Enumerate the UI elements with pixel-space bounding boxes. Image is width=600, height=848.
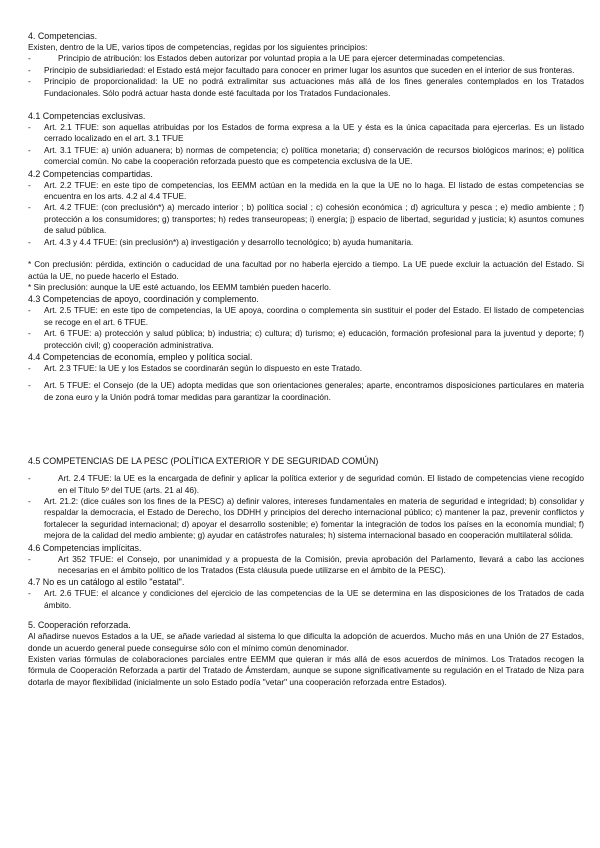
section-economia [28, 351, 584, 403]
section-catalogo [28, 576, 584, 611]
section-implicitas [28, 542, 584, 577]
section-exclusivas [28, 110, 584, 168]
list-item [28, 122, 584, 145]
list-item [28, 588, 584, 611]
section-title: 4.3 Competencias de apoyo, coordinación y complemento. [28, 294, 259, 305]
list-item-text: Art. 2.5 TFUE: en este tipo de competencias, la UE apoya, coordina o complementa sin sustituir el poder del Estado. El listado de competencias se recoge en el art. 6 TFUE. [44, 305, 584, 327]
list-item [28, 473, 584, 496]
list-item-text: Art. 2.1 TFUE: son aquellas atribuidas por los Estados de forma expresa a la UE y ésta es la única capacitada para ejercerlas. Es un listado cerrado localizado en el art. 3.1 TFUE [44, 122, 584, 144]
list-item-text: Principio de atribución: los Estados deben autorizar por voluntad propia a la UE para ejercer determinadas competencias. [58, 53, 505, 64]
section-title: 4.2 Competencias compartidas. [28, 168, 153, 179]
section-intro: Existen, dentro de la UE, varios tipos de competencias, regidas por los siguientes principios: [28, 42, 368, 52]
section-title: 4.5 COMPETENCIAS DE LA PESC (POLÍTICA EXTERIOR Y DE SEGURIDAD COMÚN) [28, 456, 379, 467]
list-item-text: Art. 5 TFUE: el Consejo (de la UE) adopta medidas que son orientaciones generales; aparte, encontramos disposiciones particulares en materia de zona euro y la Unión podrá tomar medidas para garantizar la coordinación. [44, 380, 584, 402]
list-item-text: Art. 21.2: (dice cuáles son los fines de la PESC) a) definir valores, intereses fundamentales en materia de seguridad e integridad; b) consolidar y respaldar la democracia, el Estado de Derecho, los DDHH y principios del derecho internacional público; c) mantener la paz, prevenir conflictos y fortalecer la seguridad internacional; d) apoyar el desarrollo sostenible; e) fomentar la integración de todos los países en la economía mundial; f) mejora de la calidad del medio ambiente; g) ayudar en catástrofes naturales; h) sistema internacional basado en cooperación multilateral sólida. [44, 495, 584, 541]
bullet-dash: - [28, 76, 31, 87]
note-sin-preclusion: * Sin preclusión: aunque la UE esté actuando, los EEMM también pueden hacerlo. [28, 281, 332, 292]
footnotes [28, 259, 584, 293]
list-item-text: Art. 6 TFUE: a) protección y salud pública; b) industria; c) cultura; d) turismo; e) educación, formación profesional para la juventud y deporte; f) protección civil; g) cooperación administrativa. [44, 328, 584, 350]
section-title: 4.1 Competencias exclusivas. [28, 111, 146, 122]
bullet-dash: - [28, 122, 31, 133]
list-item [28, 380, 584, 403]
list-item-text: Art. 2.3 TFUE: la UE y los Estados se coordinarán según lo dispuesto en este Tratado. [44, 362, 363, 373]
paragraph: Al añadirse nuevos Estados a la UE, se añade variedad al sistema lo que dificulta la adopción de acuerdos. Mucho más en una Unión de 27 Estados, donde un acuerdo general puede conseguirse sólo con el mínimo común denominador. [28, 631, 584, 653]
list-item [28, 363, 584, 374]
list-item-text: Art. 3.1 TFUE: a) unión aduanera; b) normas de competencia; c) política monetaria; d) conservación de recursos biológicos marinos; e) política comercial común. No cabe la cooperación reforzada puesto que es competencia exclusiva de la UE. [44, 144, 584, 167]
list-item-text: Art. 2.2 TFUE: en este tipo de competencias, los EEMM actúan en la medida en la que la UE no lo haga. El listado de estas competencias se encuentra en los arts. 4.2 al 4.4 TFUE. [44, 179, 584, 202]
list-item [28, 305, 584, 328]
list-item [28, 554, 584, 577]
bullet-dash: - [28, 380, 31, 391]
bullet-dash: - [28, 64, 31, 75]
bullet-dash: - [28, 495, 31, 506]
section-compartidas [28, 168, 584, 248]
list-item-text: Art. 2.6 TFUE: el alcance y condiciones del ejercicio de las competencias de la UE se determina en las disposiciones de los Tratados de cada ámbito. [44, 588, 584, 610]
list-item-text: Art. 4.3 y 4.4 TFUE: (sin preclusión*) a) investigación y desarrollo tecnológico; b) ayuda humanitaria. [44, 236, 414, 247]
list-item [28, 65, 584, 76]
list-item [28, 496, 584, 542]
document-page [28, 30, 584, 688]
bullet-dash: - [28, 362, 31, 373]
section-title: 4.6 Competencias implícitas. [28, 542, 142, 553]
list-item-text: Art 352 TFUE: el Consejo, por unanimidad y a propuesta de la Comisión, previa aprobación del Parlamento, llevará a cabo las acciones necesarias en el ámbito político de los Tratados (Esta cláusula puede utilizarse en el ámbito de la PESC). [58, 553, 584, 575]
list-item-text: Art. 4.2 TFUE: (con preclusión*) a) mercado interior ; b) política social ; c) cohesión económica ; d) agricultura y pesca ; e) medio ambiente ; f) protección a los consumidores; g) transportes; h) redes transeuropeas; i) energía; j) espacio de libertad, seguridad y justicia; k) asuntos comunes de salud pública. [44, 202, 584, 236]
bullet-dash: - [28, 473, 31, 484]
note-con-preclusion: * Con preclusión: pérdida, extinción o caducidad de una facultad por no haberla ejercido a tiempo. La UE puede excluir la actuación del Estado. Si actúa la UE, no puede hacerlo el Estado. [28, 259, 584, 281]
bullet-dash: - [28, 236, 31, 247]
list-item [28, 202, 584, 236]
section-pesc [28, 455, 584, 541]
section-title: 4.4 Competencias de economía, empleo y política social. [28, 351, 253, 362]
list-item-text: Principio de proporcionalidad: la UE no podrá extralimitar sus actuaciones más allá de los fines generales contemplados en los Tratados Fundacionales. Sólo podrá actuar hasta donde esté facultada por los Tratados Fundacionales. [44, 76, 584, 98]
list-item [28, 76, 584, 99]
bullet-dash: - [28, 328, 31, 339]
list-item [28, 53, 584, 64]
bullet-dash: - [28, 553, 31, 564]
bullet-dash: - [28, 144, 31, 155]
list-item-text: Principio de subsidiariedad: el Estado está mejor facultado para conocer en primer lugar los asuntos que suceden en el interior de sus fronteras. [44, 64, 575, 75]
paragraph: Existen varias fórmulas de colaboraciones parciales entre EEMM que quieran ir más allá de esos acuerdos de mínimos. Los Tratados recogen la fórmula de Cooperación Reforzada a partir del Tratado de Ámsterdam, aunque se supone significativamente su regulación en el Tratado de Niza para dotarla de mayor flexibilidad (inicialmente un solo Estado podía "vetar" una cooperación reforzada entre Estados). [28, 654, 584, 687]
bullet-dash: - [28, 202, 31, 213]
bullet-dash: - [28, 53, 31, 64]
list-item [28, 180, 584, 203]
list-item [28, 237, 584, 248]
bullet-dash: - [28, 179, 31, 190]
section-title: 5. Cooperación reforzada. [28, 620, 131, 631]
section-competencias [28, 30, 584, 99]
section-title: 4. Competencias. [28, 31, 98, 41]
list-item-text: Art. 2.4 TFUE: la UE es la encargada de definir y aplicar la política exterior y de seguridad común. El listado de competencias viene recogido en el Título 5º del TUE (arts. 21 al 46). [58, 473, 584, 495]
section-apoyo [28, 293, 584, 351]
section-cooperacion-reforzada [28, 619, 584, 688]
section-title: 4.7 No es un catálogo al estilo "estatal". [28, 577, 185, 588]
list-item [28, 145, 584, 168]
bullet-dash: - [28, 305, 31, 316]
list-item [28, 328, 584, 351]
bullet-dash: - [28, 588, 31, 599]
